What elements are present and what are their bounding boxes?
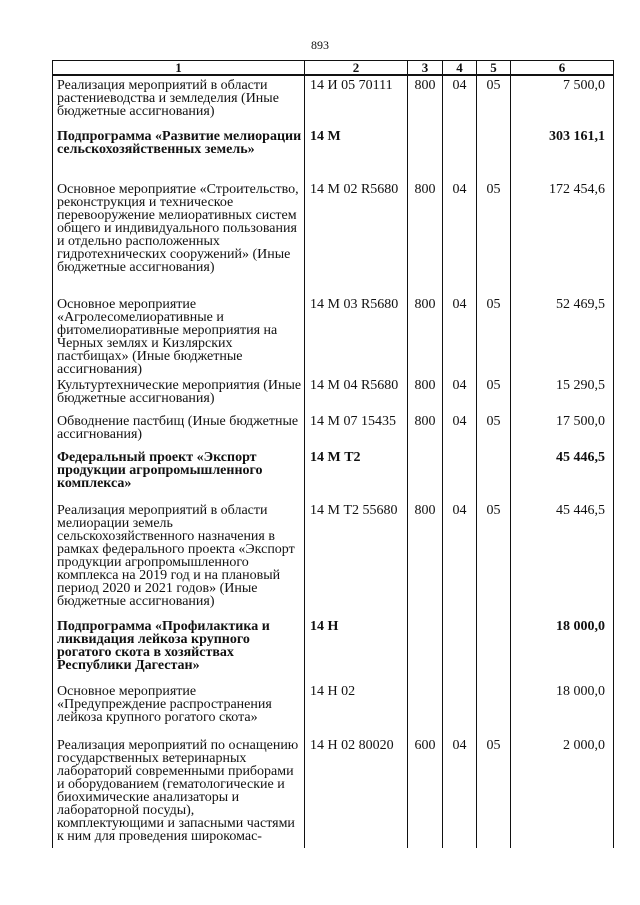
row-col5: 05 [477, 180, 511, 295]
row-amount: 303 161,1 [511, 127, 614, 180]
row-name: Основное мероприятие «Строительство, реконструкция и техническое перевооружение мелиоративных систем общего и индивидуального пользования и отдельно расположенных гидротехнических сооружений» (Иные бюджетные ассигнования) [53, 180, 305, 295]
table-row [53, 376, 614, 412]
row-col5 [477, 682, 511, 736]
row-code: 14 М 07 15435 [305, 412, 408, 448]
row-amount: 2 000,0 [511, 736, 614, 848]
row-code: 14 Н 02 [305, 682, 408, 736]
row-name: Основное мероприятие «Агролесомелиоративные и фитомелиоративные мероприятия на Черных землях и Кизлярских пастбищах» (Иные бюджетные ассигнования) [53, 295, 305, 376]
row-code: 14 М Т2 55680 [305, 501, 408, 617]
row-col3: 800 [408, 376, 443, 412]
table-row [53, 295, 614, 376]
row-col4 [443, 617, 477, 682]
column-header-1: 1 [53, 61, 305, 76]
row-col3 [408, 448, 443, 501]
table-row [53, 501, 614, 617]
column-header-5: 5 [477, 61, 511, 76]
row-col4: 04 [443, 736, 477, 848]
row-col3: 800 [408, 501, 443, 617]
row-col4 [443, 448, 477, 501]
row-col5 [477, 617, 511, 682]
row-amount: 18 000,0 [511, 682, 614, 736]
row-name: Подпрограмма «Развитие мелиорации сельскохозяйственных земель» [53, 127, 305, 180]
table-row [53, 617, 614, 682]
row-code: 14 М Т2 [305, 448, 408, 501]
column-header-4: 4 [443, 61, 477, 76]
column-header-2: 2 [305, 61, 408, 76]
row-col5: 05 [477, 501, 511, 617]
row-name: Обводнение пастбищ (Иные бюджетные ассигнования) [53, 412, 305, 448]
row-col4: 04 [443, 75, 477, 127]
row-name: Реализация мероприятий по оснащению государственных ветеринарных лабораторий современными приборами и оборудованием (гематологические и биохимические анализаторы и лабораторной посуды), комплектующими и запасными частями к ним для проведения широкомас- [53, 736, 305, 848]
row-name: Культуртехнические мероприятия (Иные бюджетные ассигнования) [53, 376, 305, 412]
row-amount: 172 454,6 [511, 180, 614, 295]
row-col5 [477, 127, 511, 180]
row-amount: 45 446,5 [511, 501, 614, 617]
row-col4: 04 [443, 180, 477, 295]
column-header-3: 3 [408, 61, 443, 76]
row-code: 14 М 03 R5680 [305, 295, 408, 376]
row-col4 [443, 127, 477, 180]
row-amount: 7 500,0 [511, 75, 614, 127]
row-code: 14 М [305, 127, 408, 180]
row-col4 [443, 682, 477, 736]
row-name: Федеральный проект «Экспорт продукции агропромышленного комплекса» [53, 448, 305, 501]
table-row [53, 448, 614, 501]
table-row [53, 180, 614, 295]
row-name: Реализация мероприятий в области растениеводства и земледелия (Иные бюджетные ассигнования) [53, 75, 305, 127]
row-name: Основное мероприятие «Предупреждение распространения лейкоза крупного рогатого скота» [53, 682, 305, 736]
row-col5: 05 [477, 412, 511, 448]
row-col3 [408, 682, 443, 736]
row-col5: 05 [477, 736, 511, 848]
row-amount: 45 446,5 [511, 448, 614, 501]
row-col3 [408, 127, 443, 180]
row-amount: 52 469,5 [511, 295, 614, 376]
row-col3: 800 [408, 180, 443, 295]
row-col5: 05 [477, 376, 511, 412]
column-header-6: 6 [511, 61, 614, 76]
row-col4: 04 [443, 295, 477, 376]
row-col3: 800 [408, 75, 443, 127]
row-amount: 15 290,5 [511, 376, 614, 412]
row-name: Реализация мероприятий в области мелиорации земель сельскохозяйственного назначения в рамках федерального проекта «Экспорт продукции агропромышленного комплекса на 2019 год и на плановый период 2020 и 2021 годов» (Иные бюджетные ассигнования) [53, 501, 305, 617]
row-col5 [477, 448, 511, 501]
row-col4: 04 [443, 376, 477, 412]
row-col4: 04 [443, 501, 477, 617]
table-header-row [53, 61, 614, 76]
row-col4: 04 [443, 412, 477, 448]
row-code: 14 И 05 70111 [305, 75, 408, 127]
table-row [53, 412, 614, 448]
row-code: 14 М 04 R5680 [305, 376, 408, 412]
row-amount: 17 500,0 [511, 412, 614, 448]
row-name: Подпрограмма «Профилактика и ликвидация лейкоза крупного рогатого скота в хозяйствах Республики Дагестан» [53, 617, 305, 682]
row-col3 [408, 617, 443, 682]
row-code: 14 Н 02 80020 [305, 736, 408, 848]
table-row [53, 127, 614, 180]
budget-table [52, 60, 614, 848]
row-code: 14 Н [305, 617, 408, 682]
row-code: 14 М 02 R5680 [305, 180, 408, 295]
table-row [53, 736, 614, 848]
row-col3: 600 [408, 736, 443, 848]
row-col5: 05 [477, 295, 511, 376]
table-row [53, 75, 614, 127]
row-col3: 800 [408, 295, 443, 376]
page-number: 893 [311, 38, 329, 52]
row-col5: 05 [477, 75, 511, 127]
table-row [53, 682, 614, 736]
row-amount: 18 000,0 [511, 617, 614, 682]
row-col3: 800 [408, 412, 443, 448]
